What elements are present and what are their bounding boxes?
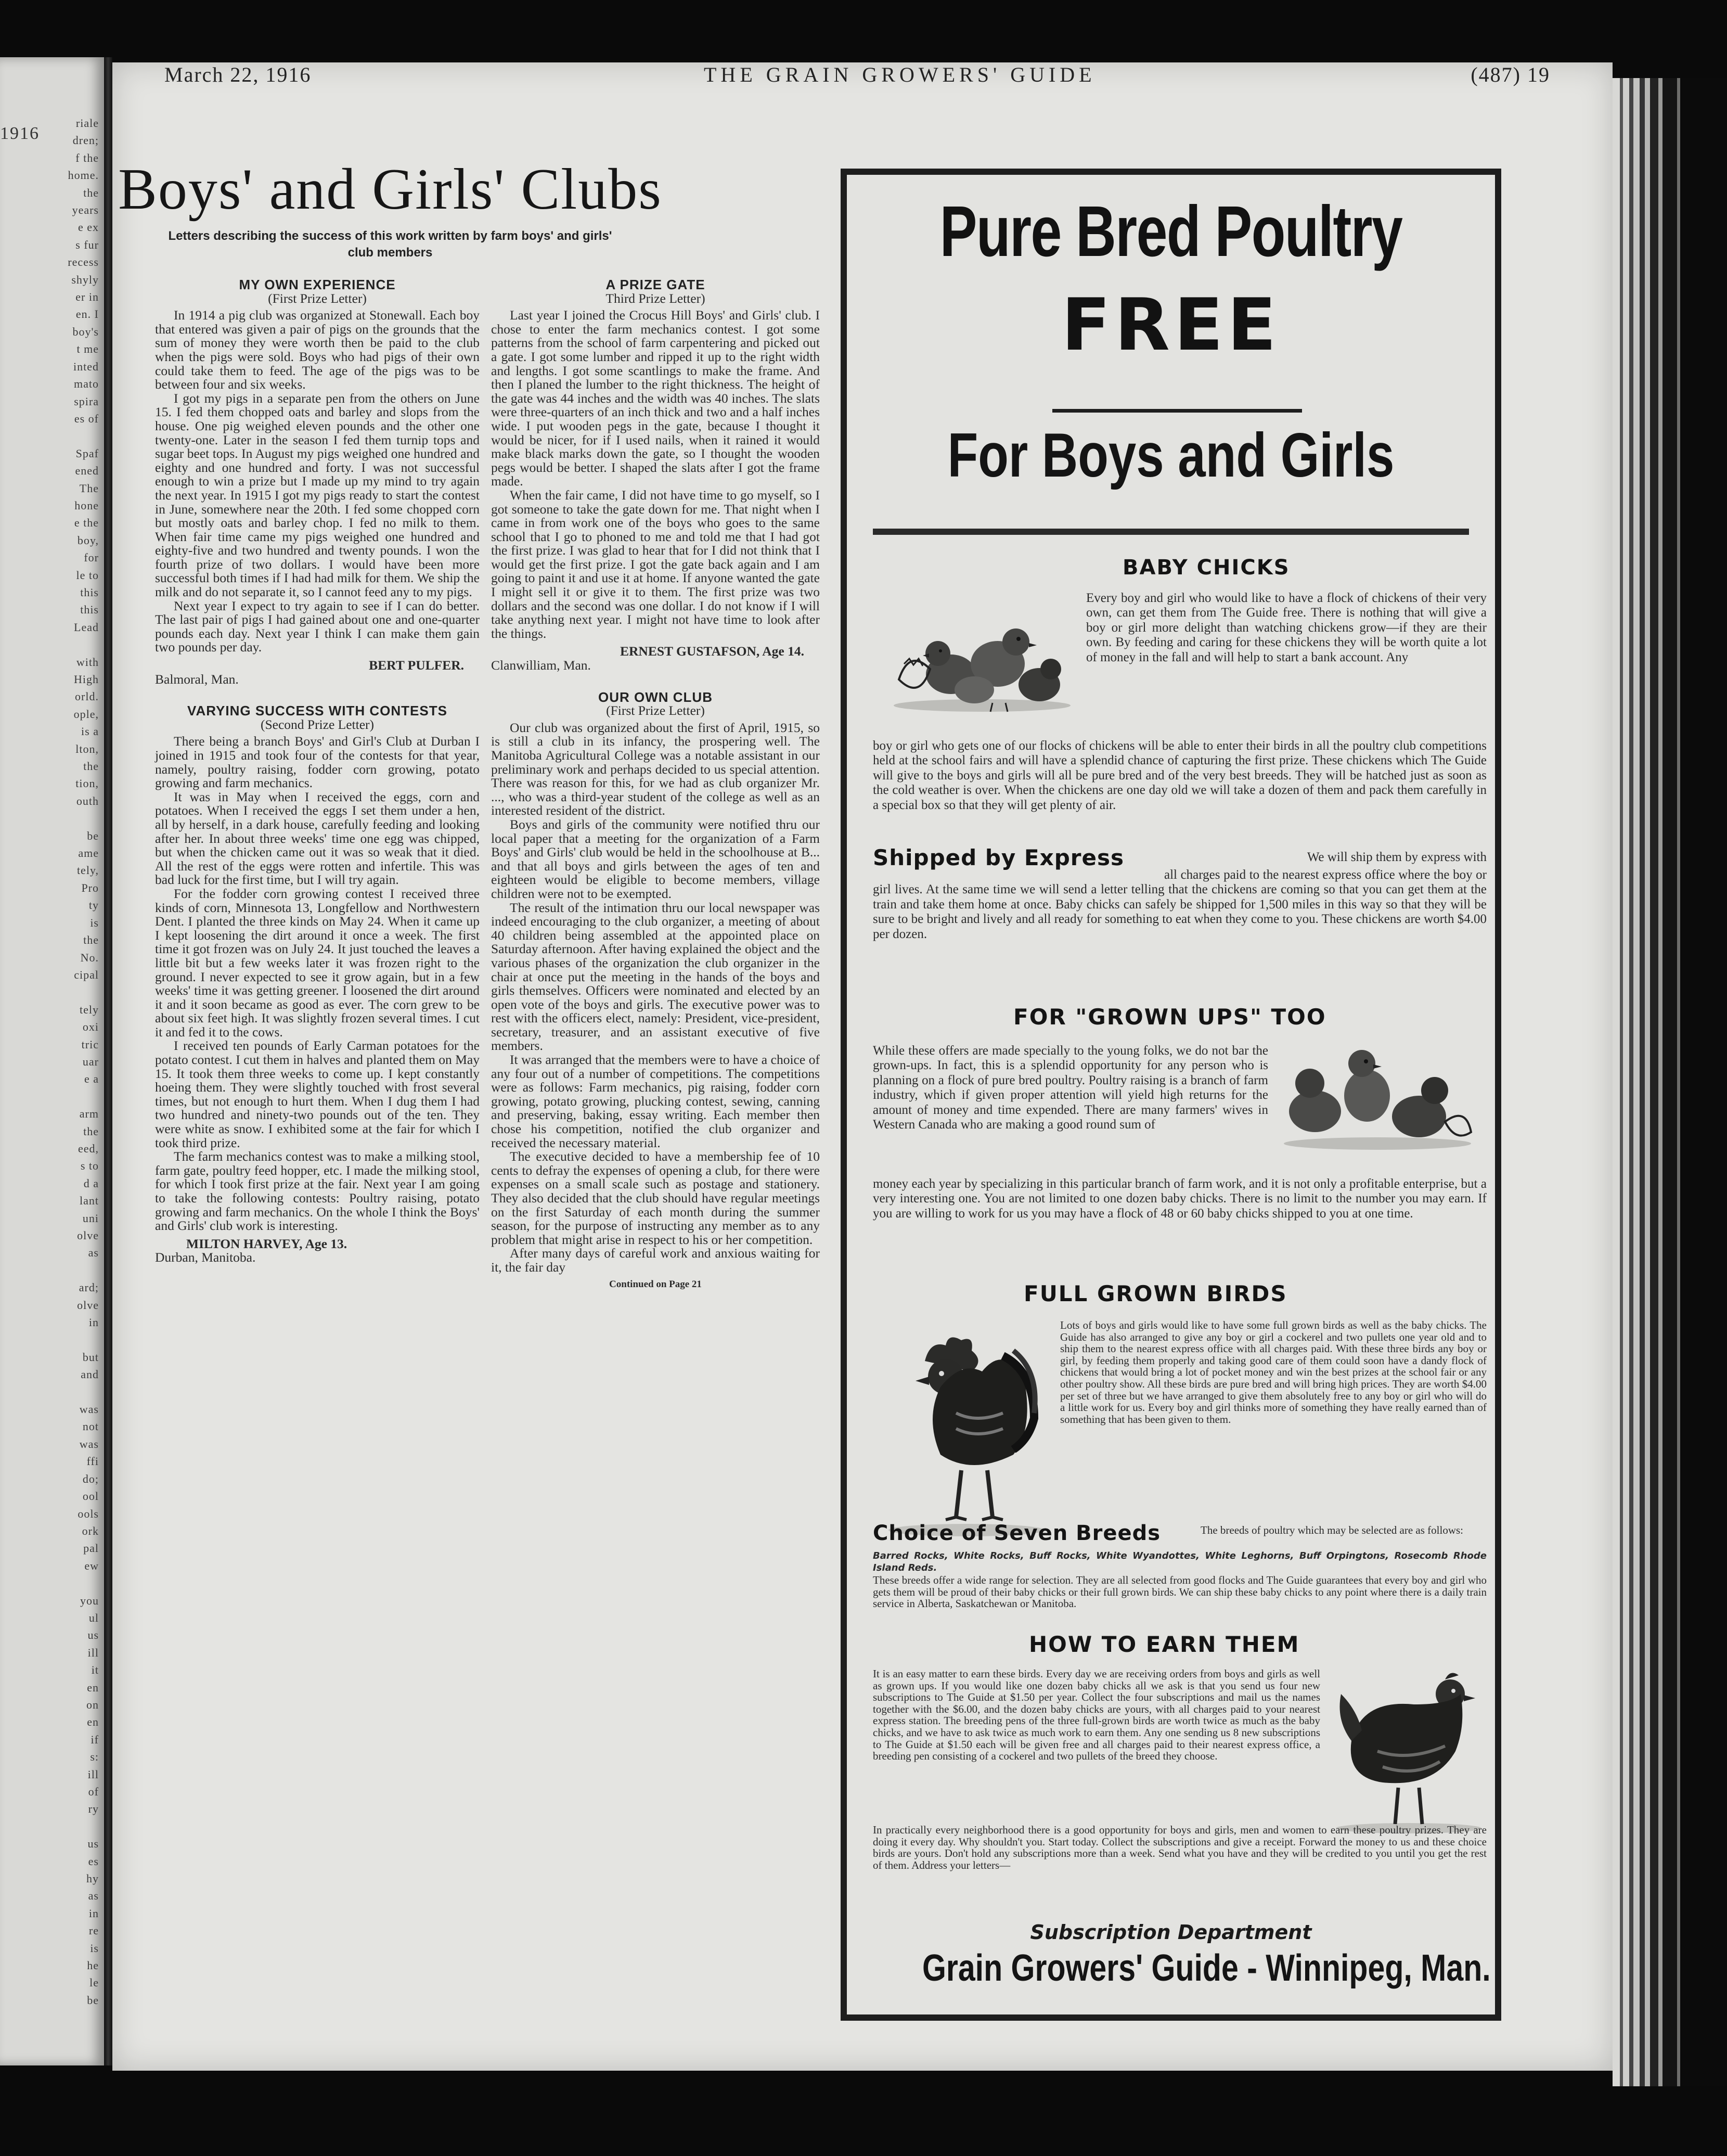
ad-headline: Pure Bred Poultry	[939, 191, 1402, 272]
paragraph: I received ten pounds of Early Carman potatoes for the potato contest. I cut them in halves and planted them on May 15. It took them three weeks to come up. I kept constantly hoeing them. They were slightly touched with frost several times, but not enough to hurt them. When I dug them I had two hundred and ninety-two pounds out of the ten. They were white as snow. I exhibited some at the fair for which I took third prize.	[155, 1038, 480, 1150]
baby-chicks-illustration	[888, 601, 1076, 716]
prize-label: (First Prize Letter)	[268, 290, 367, 306]
grown-ups-text-cont: money each year by specializing in this particular branch of farm work, and it is not only a profitable enterprise, but a very interesting one. You are not limited to one dozen baby chicks. There is no limit to the number you may earn. If you are willing to work for us you may have a flock of 48 or 60 baby chicks shipped to you at one time.	[873, 1177, 1487, 1221]
grown-ups-heading: FOR "GROWN UPS" TOO	[1013, 1004, 1326, 1030]
section-heading: OUR OWN CLUB	[598, 689, 713, 705]
ad-divider-rule	[873, 529, 1469, 535]
paragraph: I got my pigs in a separate pen from the others on June 15. I fed them chopped oats and barley and slops from the house. One pig weighed eleven pounds and the other one twenty-one. Later in the season I fed them turnip tops and sugar beet tops. In August my pigs weighed one hundred and eighty and one hundred and forty. I was not successful enough to win a prize but I made up my mind to try again the next year. In 1915 I got my pigs ready to start the contest in June, somewhere near the 20th. I fed some chopped corn but mostly oats and barley chop. I fed no milk to them. When fair time came my pigs weighed one hundred and eighty-five and two hundred and twenty pounds. I won the fourth prize of two dollars. I would have been more successful both times if I had had milk for them. We ship the milk and do not separate it, so I cannot feed any to my pigs.	[155, 390, 480, 600]
author-location: Balmoral, Man.	[155, 671, 239, 687]
left-page-text-fragments: riale dren; f the home. the years e ex s fur recess shyly er in en. I boy's t me inted mato spira es of Spaf ened The hone e the boy, for le to this this Lead with High orld. ople, is a lton, the tion, outh be ame tely, Pro ty is the No. cipal tely oxi tric uar e a arm the eed, s to d a lant uni olve as ard; olve in but and was not was ffi do; ool ools ork pal ew you ul us ill it en on en if s: ill of ry us es hy as in re is he le be	[68, 117, 99, 2007]
section-heading: MY OWN EXPERIENCE	[239, 277, 396, 292]
breeds-list: Barred Rocks, White Rocks, Buff Rocks, White Wyandottes, White Leghorns, Buff Orpingtons, Rosecomb Rhode Island Reds.	[873, 1550, 1487, 1573]
book-gutter	[104, 57, 112, 2065]
running-header	[164, 62, 1550, 94]
poultry-advertisement	[841, 169, 1501, 2021]
subscription-department: Subscription Department	[1030, 1921, 1312, 1944]
paragraph: It was arranged that the members were to have a choice of any four out of a number of competitions. The competitions were as follows: Farm mechanics, pig raising, fodder corn growing, potato growing, plucking contest, sewing, canning and preserving, baking, essay writing. Each member then chose his competition, notified the club organizer and received the necessary material.	[491, 1052, 820, 1150]
article-column-1	[155, 275, 480, 1992]
paragraph: The farm mechanics contest was to make a milking stool, farm gate, poultry feed hopper, etc. I made the milking stool, for which I took first prize at the fair. Next year I am going to take the following contests: Poultry raising, potato growing and farm mechanics. On the whole I think the Boys' and Girls' club work is interesting.	[155, 1149, 480, 1234]
free-underline	[1052, 409, 1302, 413]
author-signature: ERNEST GUSTAFSON, Age 14.	[620, 644, 804, 659]
section-heading: VARYING SUCCESS WITH CONTESTS	[187, 703, 447, 719]
article-title: Boys' and Girls' Clubs	[118, 157, 662, 222]
paragraph: For the fodder corn growing contest I received three kinds of corn, Minnesota 13, Longfellow and Northwestern Dent. I planted the three kinds on May 24. When it came up I kept loosening the dirt around it once a week. The first time it got frozen was on July 24. It just touched the leaves a little bit but a few weeks later it was frozen right to the ground. I never expected to see it grow again, but in a few weeks' time it was getting greener. I loosened the dirt around it and it soon became as good as ever. The corn grew to be about six feet high. It was slightly frozen several times. I cut it and fed it to the cows.	[155, 886, 480, 1040]
breeds-text: These breeds offer a wide range for selection. They are all selected from good flocks and The Guide guarantees that every boy and girl who gets them will be proud of their baby chicks or their full grown birds. We can ship these baby chicks to any point where there is a daily train service in Alberta, Saskatchewan or Manitoba.	[873, 1574, 1487, 1610]
journal-name: THE GRAIN GROWERS' GUIDE	[704, 63, 1096, 86]
article-subtitle: Letters describing the success of this work written by farm boys' and girls' club members	[168, 229, 612, 260]
grown-ups-text: While these offers are made specially to the young folks, we do not bar the grown-ups. In fact, this is a splendid opportunity for any person who is planning on a flock of pure bred poultry. Poultry raising is a branch of farm industry, which if given proper attention will yield high returns for the amount of money and time expended. There are many farmers' wives in Western Canada who are making a good round sum of	[873, 1044, 1268, 1132]
prize-label: (First Prize Letter)	[606, 703, 705, 718]
chicks-illustration-2	[1279, 1033, 1476, 1153]
breeds-lead-text: The breeds of poultry which may be selected are as follows:	[1201, 1524, 1463, 1536]
continued-note: Continued on Page 21	[609, 1278, 702, 1290]
page-number: (487) 19	[1471, 63, 1550, 86]
publisher-address: Grain Growers' Guide - Winnipeg, Man.	[922, 1947, 1491, 1989]
hen-illustration	[1331, 1663, 1487, 1834]
rooster-illustration	[883, 1319, 1050, 1538]
prize-label: (Second Prize Letter)	[260, 716, 375, 732]
paragraph: Our club was organized about the first of April, 1915, so is still a club in its infancy, the prospering well. The Manitoba Agricultural College was a notable assistant in our preliminary work and perhaps decided to us special attention. There was reason for this, for we had as club organizer Mr. ..., who was a third-year student of the college as well as an interested resident of the district.	[491, 720, 820, 818]
author-signature: BERT PULFER.	[369, 658, 464, 673]
baby-chicks-heading: BABY CHICKS	[1123, 556, 1290, 580]
prize-label: Third Prize Letter)	[605, 290, 705, 306]
ad-free-banner: FREE	[1061, 283, 1281, 367]
seven-breeds-heading: Choice of Seven Breeds	[873, 1521, 1161, 1545]
shipped-by-express-heading: Shipped by Express	[873, 845, 1124, 870]
paragraph: Boys and girls of the community were notified thru our local paper that a meeting for the organization of a Farm Boys' and Girls' club would be held in the schoolhouse at B... and that all boys and girls between the ages of ten and eighteen would be eligible to become members, village children were not to be exempted.	[491, 816, 820, 901]
paragraph: When the fair came, I did not have time to go myself, so I got someone to take the gate down for me. That night when I came in from work one of the boys who goes to the same school that I go to phoned to me and told me that I had got the first prize. I was glad to hear that for I did not think that I would get the first prize. I got the gate back again and I am going to paint it and use it at home. If anyone wanted the gate I might sell it or give it to them. The first prize was two dollars and the second was one dollar. I do not know if I will take anything next year. I might not have time to look after the things.	[491, 487, 820, 641]
baby-chicks-text-cont: boy or girl who gets one of our flocks of chickens will be able to enter their birds in all the poultry club competitions held at the school fairs and will have a splendid chance of capturing the first prize. These chickens which The Guide will give to the boys and girls will all be pure bred and of the very best breeds. They will be hatched just as soon as the cold weather is over. When the chickens are one day old we will take a dozen of them and pack them carefully in a special box so that they will get plenty of air.	[873, 739, 1487, 812]
paragraph: After many days of careful work and anxious waiting for it, the fair day	[491, 1246, 820, 1275]
shipped-text: all charges paid to the nearest express office where the boy or girl lives. At the same time we will send a letter telling that the chickens are coming so that you can get them at the train and take them home at once. Baby chicks can safely be shipped for 1,500 miles in this way so that they will be sure to be bright and lively and all ready for something to eat when they come to you. These chickens are worth $4.00 per dozen.	[873, 868, 1487, 941]
shipped-lead-text: We will ship them by express with	[1307, 850, 1487, 864]
author-location: Clanwilliam, Man.	[491, 658, 591, 673]
baby-chicks-text: Every boy and girl who would like to have a flock of chickens of their very own, can get them from The Guide free. There is nothing that will give a boy or girl more delight than watching chickens grow—if they are their own. By feeding and caring for these chickens they will be worth quite a lot of money in the fall and will help to start a bank account. Any	[1086, 591, 1487, 664]
full-grown-birds-heading: FULL GROWN BIRDS	[1024, 1281, 1287, 1306]
left-page-year: 1916	[0, 124, 40, 143]
ad-subheadline: For Boys and Girls	[947, 420, 1395, 490]
paragraph: Last year I joined the Crocus Hill Boys' and Girls' club. I chose to enter the farm mechanics contest. I got some patterns from the school of farm carpentering and picked out a gate. I got some lumber and ripped it up to the right width and lengths. I got some scantlings to make the frame. And then I planed the lumber to the right thickness. The height of the gate was 44 inches and the width was 40 inches. The slats were three-quarters of an inch thick and two and a half inches wide. I put wooden pegs in the gate, because I thought it would be nicer, for if I used nails, when it rained it would make black marks down the gate, so I thought the wooden pegs would be better. I shaped the slats after I got the frame made.	[491, 307, 820, 489]
how-to-earn-heading: HOW TO EARN THEM	[1029, 1632, 1300, 1657]
paragraph: It was in May when I received the eggs, corn and potatoes. When I received the eggs I set them under a hen, all by herself, in a dark house, carefully feeding and looking after her. In about three weeks' time one egg was chipped, but when the chicken came out it was so weak that it died. All the rest of the eggs were rotten and infertile. This was bad luck for the first time, but I will try again.	[155, 789, 480, 888]
paragraph: Next year I expect to try again to see if I can do better. The last pair of pigs I had gained about one and one-quarter pounds each day. Next year I think I can make them gain two pounds per day.	[155, 598, 480, 655]
issue-date: March 22, 1916	[164, 63, 312, 86]
full-grown-birds-text: Lots of boys and girls would like to have some full grown birds as well as the baby chicks. The Guide has also arranged to give any boy or girl a cockerel and two pullets one year old and to ship them to the nearest express office with all charges paid. With these three birds any boy or girl, by feeding them properly and taking good care of them could soon have a dandy flock of chickens that would bring a lot of pocket money and win the best prizes at the school fair or any other poultry show. All these birds are pure bred and will bring high prices. They are worth $4.00 per set of three but we have arranged to give them absolutely free to any boy or girl who will do a little work for us. Every boy and girl thinks more of something they have really earned than of something that has been given to them.	[1060, 1319, 1487, 1426]
paragraph: In 1914 a pig club was organized at Stonewall. Each boy that entered was given a pair of pigs on the grounds that the sum of money they were worth then be paid to the club when the pigs were sold. Boys who had pigs of their own could take them to feed. The age of the pigs was to be between four and six weeks.	[155, 307, 480, 392]
book-page-edges	[1613, 78, 1727, 2086]
article-column-2	[491, 275, 820, 1992]
paragraph: There being a branch Boys' and Girl's Club at Durban I joined in 1915 and took four of the contests for that year, namely, poultry raising, fodder corn growing, potato growing and farm mechanics.	[155, 734, 480, 791]
author-signature: MILTON HARVEY, Age 13.	[186, 1236, 347, 1251]
paragraph: The executive decided to have a membership fee of 10 cents to defray the expenses of opening a club, for there were expenses on a small scale such as postage and stationery. They also decided that the club should have regular meetings on the first Saturday of each month during the summer season, for the purpose of instructing any member as to any problem that might arise in respect to his or her competition.	[491, 1149, 820, 1247]
author-location: Durban, Manitoba.	[155, 1250, 256, 1265]
section-heading: A PRIZE GATE	[605, 277, 705, 292]
paragraph: The result of the intimation thru our local newspaper was indeed encouraging to the club organizer, a meeting of about 40 children being assembled at the appointed place on Saturday afternoon. After having explained the object and the various phases of the organization the club organizer in the chair at once put the meeting in the hands of the boys and girls themselves. Officers were nominated and elected by an open vote of the boys and girls. The executive power was to rest with the officers elect, namely: President, vice-president, secretary, treasurer, and an assistant executive of five members.	[491, 900, 820, 1054]
how-to-earn-text-cont: In practically every neighborhood there is a good opportunity for boys and girls, men and women to earn these poultry prizes. They are doing it every day. Why shouldn't you. Start today. Collect the subscriptions and give a receipt. Forward the money to us and these choice birds are yours. Don't hold any subscriptions more than a week. Send what you have and they will be credited to you until you get the rest of them. Address your letters—	[873, 1824, 1487, 1871]
how-to-earn-text: It is an easy matter to earn these birds. Every day we are receiving orders from boys and girls as well as grown ups. If you would like one dozen baby chicks all we ask is that you send us four new subscriptions to The Guide at $1.50 per year. Collect the four subscriptions and mail us the names together with the $6.00, and the dozen baby chicks are yours, with all charges paid to your nearest express station. The breeding pens of the three full-grown birds are worth twice as much as the baby chicks, and we have to ask twice as much work to earn them. Any one sending us 8 new subscriptions to The Guide at $1.50 each will be given free and all charges paid to their nearest express office, a breeding pen consisting of a cockerel and two pullets of the breed they choose.	[873, 1667, 1320, 1763]
left-facing-page	[0, 57, 104, 2065]
